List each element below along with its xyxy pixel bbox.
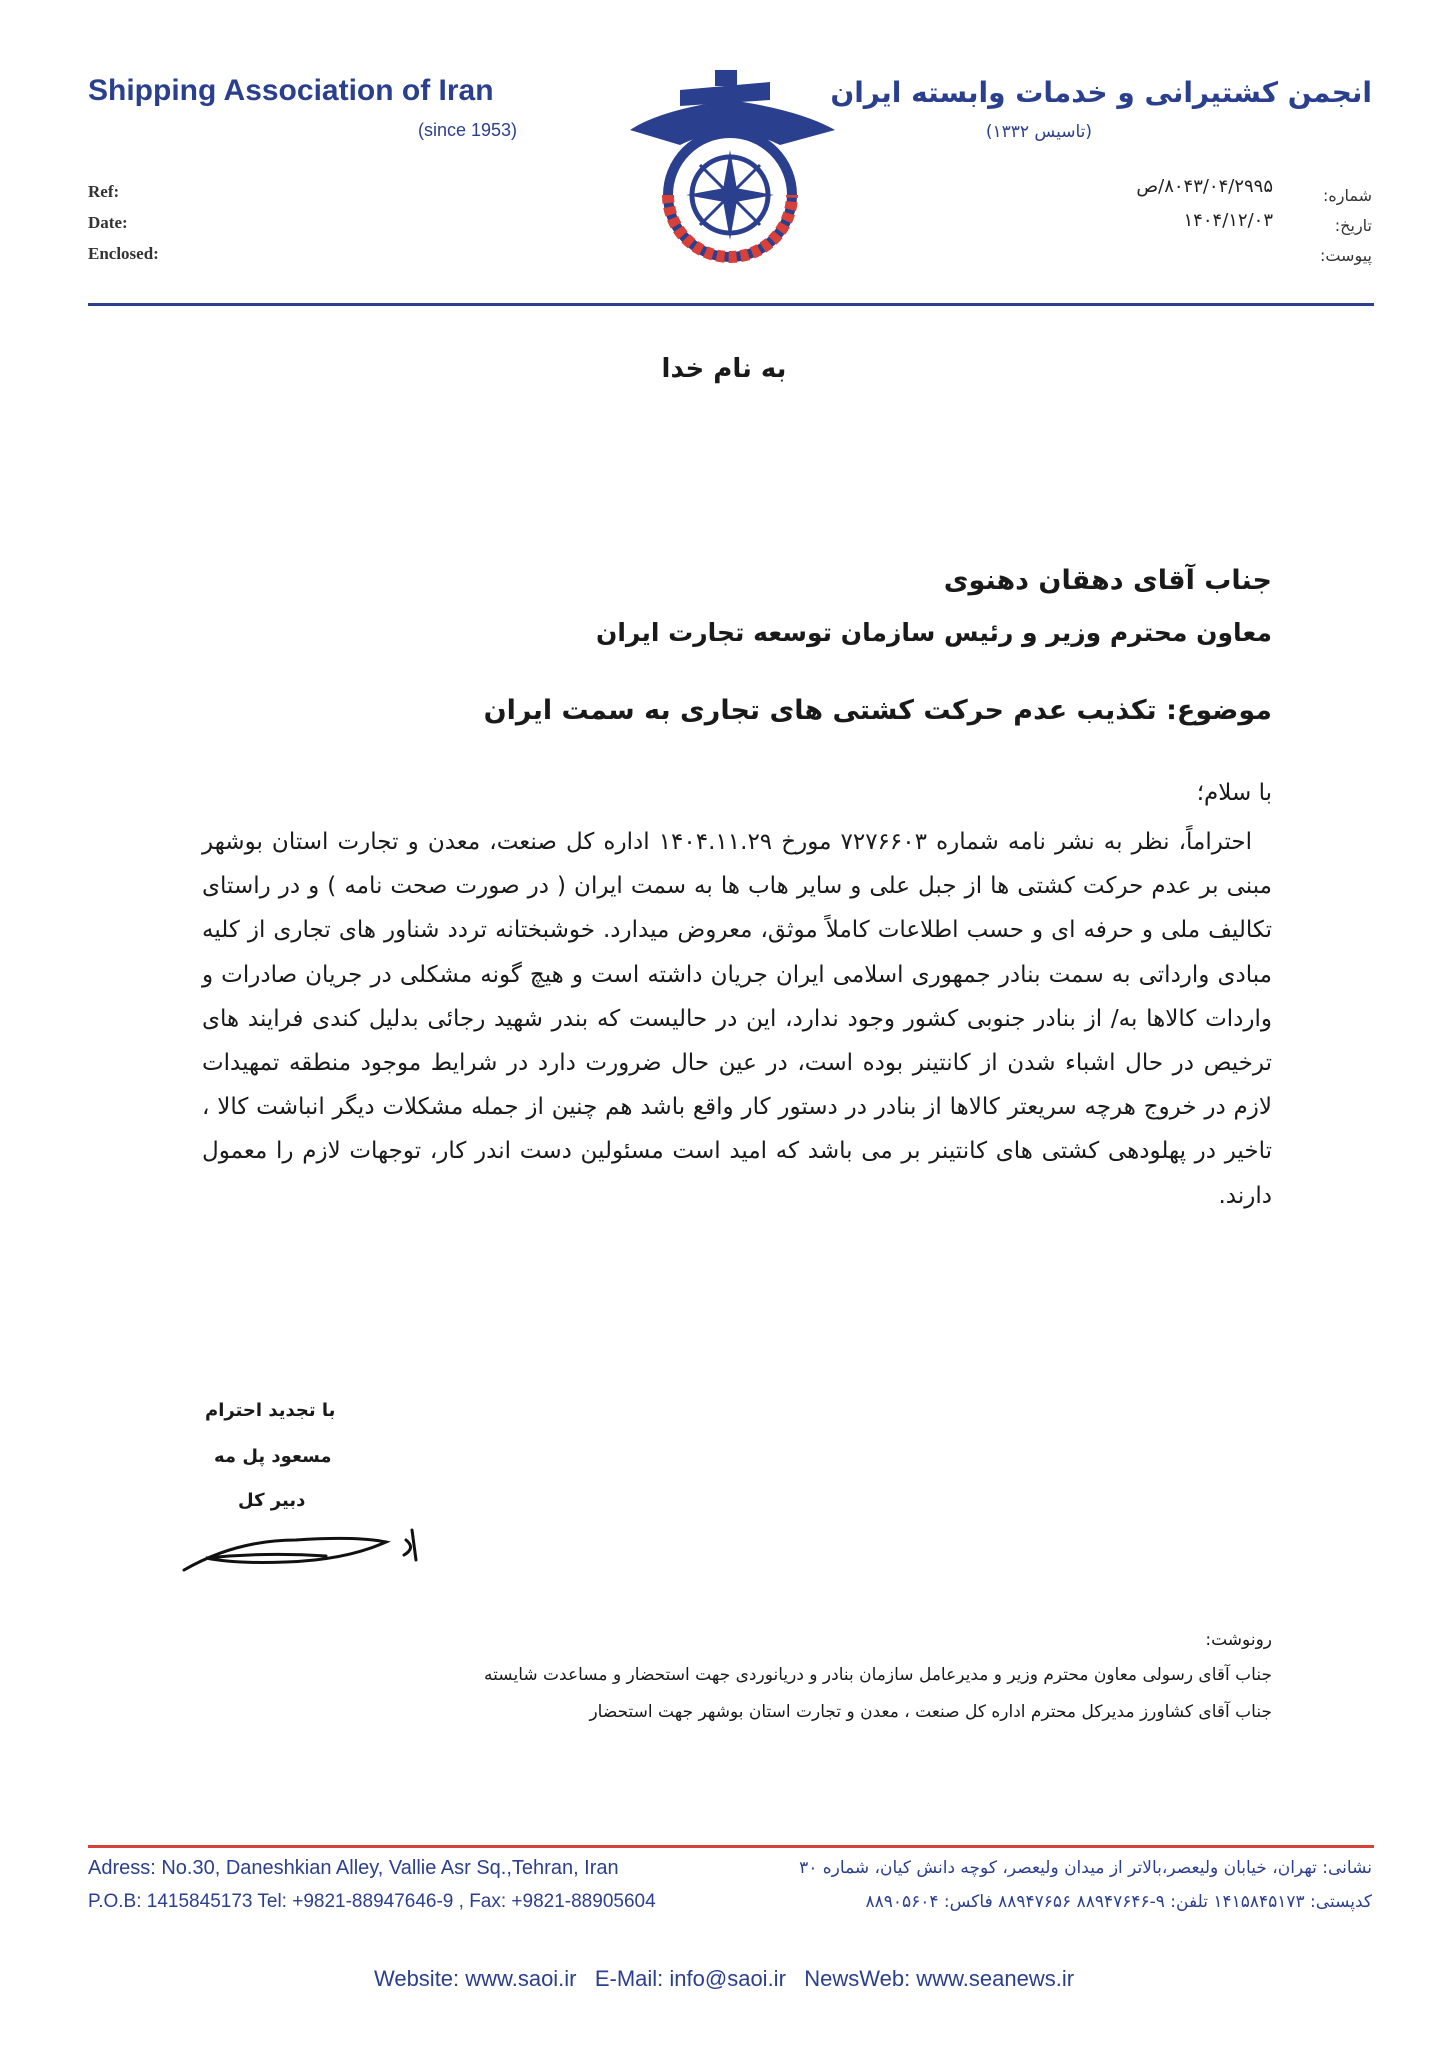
handwritten-signature-icon <box>176 1500 436 1580</box>
org-name-en: Shipping Association of Iran <box>88 74 494 107</box>
enclosed-label: Enclosed: <box>88 244 159 263</box>
footer-divider <box>88 1845 1374 1848</box>
cc-line: جناب آقای کشاورز مدیرکل محترم اداره کل صنعت ، معدن و تجارت استان بوشهر جهت استحضار <box>589 1702 1272 1722</box>
ship-logo-icon <box>620 70 840 270</box>
footer-contact-fa: کدپستی: ۱۴۱۵۸۴۵۱۷۳ تلفن: ۹-۸۸۹۴۷۶۴۶ ۸۸۹۴۷۶۵۶ فاکس: ۸۸۹۰۵۶۰۴ <box>865 1892 1372 1912</box>
signer-role: دبیر کل <box>238 1490 306 1511</box>
letter-body <box>202 820 1272 1218</box>
greeting: با سلام؛ <box>1196 780 1272 806</box>
recipient-name: جناب آقای دهقان دهنوی <box>943 565 1272 596</box>
closing: با تجدید احترام <box>205 1400 336 1421</box>
cc-line: جناب آقای رسولی معاون محترم وزیر و مدیرعامل سازمان بنادر و دریانوردی جهت استحضار و مساعدت شایسته <box>484 1665 1272 1685</box>
cc-heading: رونوشت: <box>1205 1630 1272 1650</box>
org-since-fa: (تاسیس ۱۳۳۲) <box>985 122 1092 142</box>
org-since-en: (since 1953) <box>418 120 518 140</box>
recipient-title: معاون محترم وزیر و رئیس سازمان توسعه تجارت ایران <box>595 618 1272 647</box>
signer-name: مسعود پل مه <box>214 1446 332 1467</box>
attach-label-fa: پیوست: <box>1319 246 1372 265</box>
letter-date: ۱۴۰۴/۱۲/۰۳ <box>1183 210 1273 231</box>
ref-label: Ref: <box>88 182 120 201</box>
letter-number: ۸۰۴۳/۰۴/۲۹۹۵/ص <box>1136 176 1273 197</box>
date-label-fa: تاریخ: <box>1334 216 1372 235</box>
footer-address-fa: نشانی: تهران، خیابان ولیعصر،بالاتر از میدان ولیعصر، کوچه دانش کیان، شماره ۳۰ <box>799 1858 1372 1878</box>
footer-web: Website: www.saoi.ir E-Mail: info@saoi.ir NewsWeb: www.seanews.ir <box>373 1966 1075 1991</box>
org-name-fa: انجمن کشتیرانی و خدمات وابسته ایران <box>830 76 1372 109</box>
footer-contact-en: P.O.B: 1415845173 Tel: +9821-88947646-9 , Fax: +9821-88905604 <box>88 1891 656 1912</box>
number-label-fa: شماره: <box>1322 186 1372 205</box>
letter-subject: موضوع: تکذیب عدم حرکت کشتی های تجاری به سمت ایران <box>483 695 1272 726</box>
footer-address-en: Adress: No.30, Daneshkian Alley, Vallie Asr Sq.,Tehran, Iran <box>88 1857 619 1879</box>
header-divider <box>88 303 1374 306</box>
date-label: Date: <box>88 213 128 232</box>
body-paragraph: احتراماً، نظر به نشر نامه شماره ۷۲۷۶۶۰۳ مورخ ۱۴۰۴.۱۱.۲۹ اداره کل صنعت، معدن و تجارت استان بوشهر مبنی بر عدم حرکت کشتی ها از جبل علی و سایر هاب ها به سمت ایران ( در صورت صحت نامه ) و در راستای تکالیف ملی و حرفه ای و حسب اطلاعات کاملاً موثق، معروض میدارد. خوشبختانه تردد شناور های تجاری از کلیه مبادی وارداتی به سمت بنادر جمهوری اسلامی ایران جریان داشته است و هیچ گونه مشکلی در جریان صادرات و واردات کالاها به/ از بنادر جنوبی کشور وجود ندارد، این در حالیست که بندر شهید رجائی بدلیل کندی فرایند های ترخیص در حال اشباء شدن از کانتینر بوده است، در عین حال ضرورت دارد در شرایط موجود منطقه تمهیدات لازم در خروج هرچه سریعتر کالاها از بنادر در دستور کار واقع باشد هم چنین از جمله مشکلات دیگر انباشت کالا ، تاخیر در پهلودهی کشتی های کانتینر بر می باشد که امید است مسئولین دست اندر کار، توجهات لازم را معمول دارند. <box>202 829 1272 1209</box>
bismillah: به نام خدا <box>661 354 787 384</box>
